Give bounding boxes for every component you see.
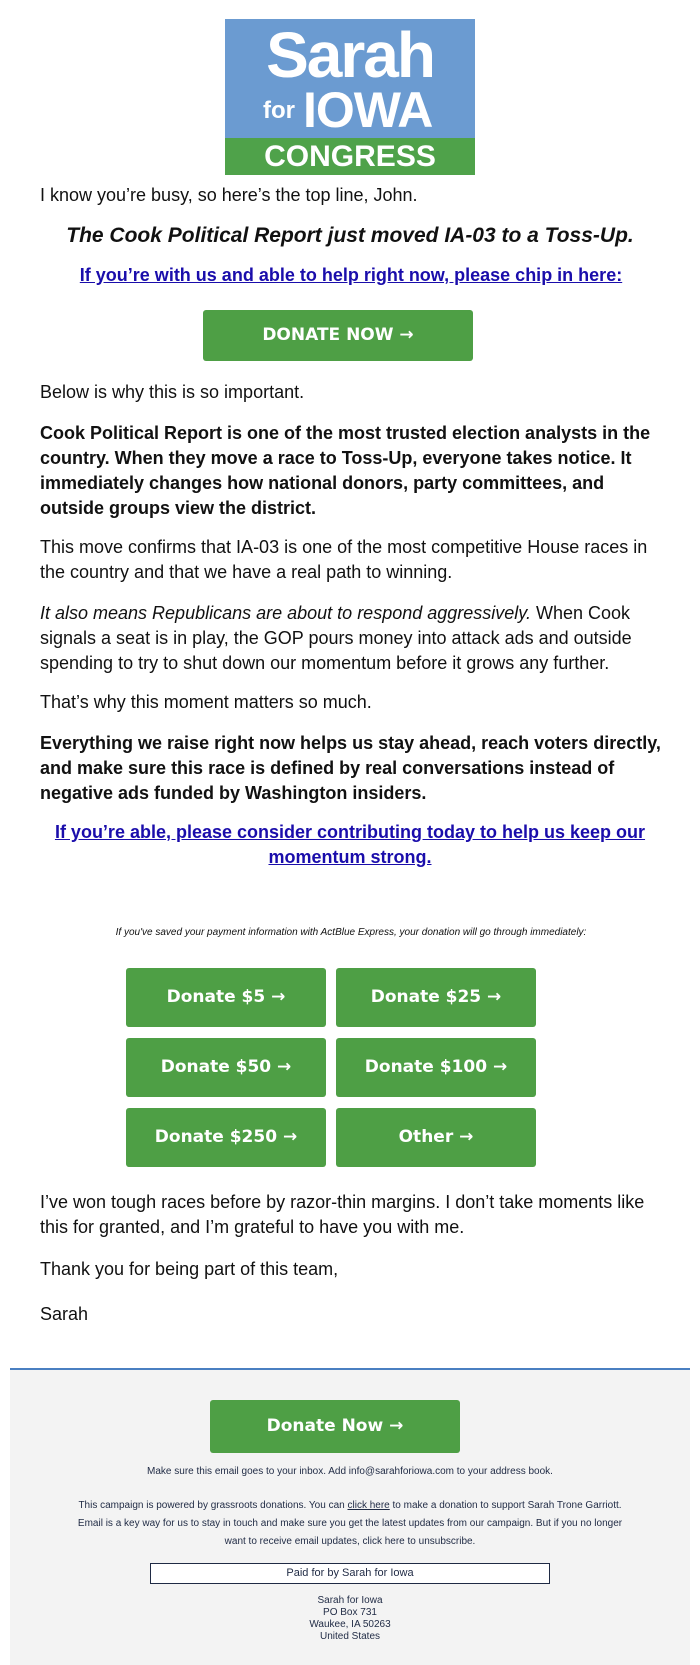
powered-post: to make a donation to support Sarah Trone Garriott. xyxy=(389,1500,622,1511)
logo-name: Sarah xyxy=(266,19,434,91)
why-important: Below is why this is so important. xyxy=(40,382,305,402)
click-here-link[interactable]: click here xyxy=(347,1500,390,1511)
logo-for: for xyxy=(263,97,295,124)
logo-state: IOWA xyxy=(303,82,433,138)
donate-other-button[interactable]: Other → xyxy=(336,1108,536,1167)
headline: The Cook Political Report just moved IA-03 to a Toss-Up. xyxy=(66,224,634,247)
respond-rest: When Cook signals a seat is in play, the GOP pours money into attack ads and outside spending to try to shut down our momentum before it grows any further. xyxy=(40,603,632,673)
won-paragraph: I’ve won tough races before by razor-thin margins. I don’t take moments like this for granted, and I’m grateful to have you with me. xyxy=(40,1192,645,1237)
address-line: PO Box 731 xyxy=(323,1607,377,1618)
actblue-note: If you've saved your payment information with ActBlue Express, your donation will go through immediately: xyxy=(115,927,587,938)
powered-pre: This campaign is powered by grassroots donations. You can xyxy=(78,1500,348,1511)
donate-100-button[interactable]: Donate $100 → xyxy=(336,1038,536,1097)
powered-note xyxy=(10,1497,690,1515)
everything-paragraph: Everything we raise right now helps us stay ahead, reach voters directly, and make sure this race is defined by real conversations instead of negative ads funded by Washington insiders. xyxy=(40,733,661,803)
donate-now-button[interactable]: DONATE NOW → xyxy=(203,310,473,361)
paid-for-box: Paid for by Sarah for Iowa xyxy=(150,1563,550,1584)
campaign-logo xyxy=(225,19,475,175)
donate-25-button[interactable]: Donate $25 → xyxy=(336,968,536,1027)
inbox-note: Make sure this email goes to your inbox. Add info@sarahforiowa.com to your address book. xyxy=(147,1466,553,1477)
footer-donate-now-button[interactable]: Donate Now → xyxy=(210,1400,460,1453)
thanks: Thank you for being part of this team, xyxy=(40,1259,339,1279)
respond-paragraph xyxy=(40,601,662,676)
chip-in-link[interactable]: If you’re with us and able to help right now, please chip in here: xyxy=(79,265,623,285)
address-line: Sarah for Iowa xyxy=(317,1595,383,1606)
cook-paragraph: Cook Political Report is one of the most trusted election analysts in the country. When they move a race to Toss-Up, everyone takes notice. It immediately changes how national donors, party committees, and outside groups view the district. xyxy=(40,423,651,518)
mailing-address xyxy=(10,1595,690,1643)
logo-office: CONGRESS xyxy=(264,140,436,173)
respond-italic: It also means Republicans are about to respond aggressively. xyxy=(40,603,531,623)
address-line: United States xyxy=(319,1631,381,1642)
greeting: I know you’re busy, so here’s the top line, John. xyxy=(40,185,418,205)
email-note-line1: Email is a key way for us to stay in touch and make sure you get the latest updates from our campaign. But if you no longer xyxy=(77,1518,623,1529)
address-line: Waukee, IA 50263 xyxy=(309,1619,391,1630)
footer xyxy=(10,1368,690,1665)
signature: Sarah xyxy=(40,1304,89,1324)
confirms-paragraph: This move confirms that IA-03 is one of the most competitive House races in the country and that we have a real path to winning. xyxy=(40,537,648,582)
contribute-link[interactable]: If you’re able, please consider contributing today to help us keep our momentum strong. xyxy=(54,822,646,867)
donate-50-button[interactable]: Donate $50 → xyxy=(126,1038,326,1097)
donate-250-button[interactable]: Donate $250 → xyxy=(126,1108,326,1167)
donate-5-button[interactable]: Donate $5 → xyxy=(126,968,326,1027)
unsubscribe-link[interactable]: want to receive email updates, click here to unsubscribe. xyxy=(224,1536,476,1547)
moment-matters: That’s why this moment matters so much. xyxy=(40,692,372,712)
contribute-link-row xyxy=(45,820,655,870)
chip-in-link-row xyxy=(40,263,662,288)
